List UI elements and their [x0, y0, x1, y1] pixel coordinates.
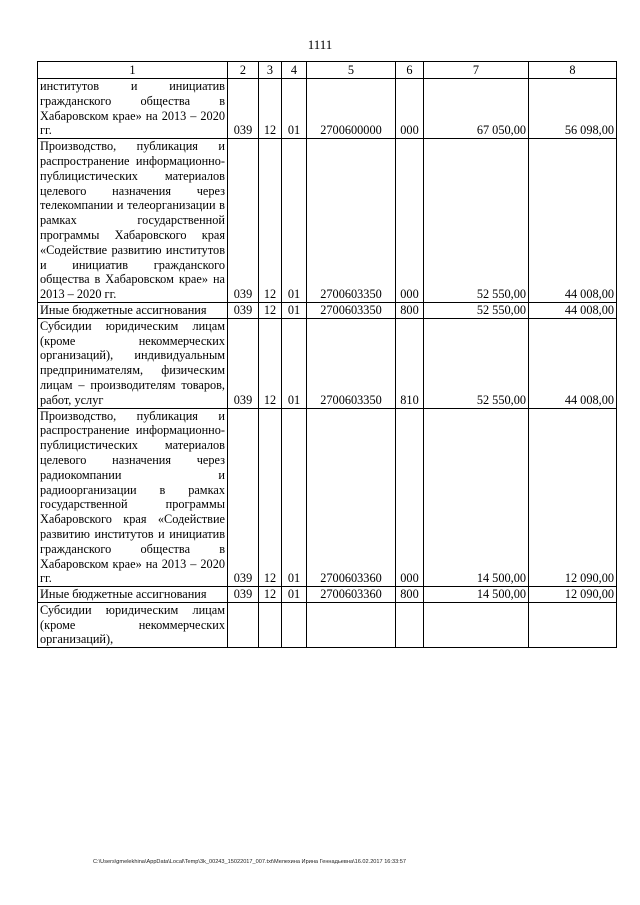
- row-section: 12: [259, 302, 282, 318]
- row-sum-1: 14 500,00: [424, 587, 529, 603]
- row-sum-2: 44 008,00: [529, 139, 617, 303]
- row-sum-1: 67 050,00: [424, 79, 529, 139]
- row-target: [307, 602, 396, 647]
- col-header-4: 4: [282, 62, 307, 79]
- row-section: 12: [259, 408, 282, 587]
- table-row: [38, 602, 617, 647]
- row-target: 2700603360: [307, 587, 396, 603]
- row-ministry: 039: [228, 587, 259, 603]
- row-sum-1: 52 550,00: [424, 318, 529, 408]
- row-subsection: 01: [282, 79, 307, 139]
- budget-table: [37, 61, 617, 648]
- row-section: 12: [259, 139, 282, 303]
- col-header-3: 3: [259, 62, 282, 79]
- row-name: Производство, публикация и распространение информационно-публицистических материалов целевого назначения через радиокомпании и радиоорганизации в рамках государственной программы Хабаровского края «Содействие развитию институтов и инициатив гражданского общества в Хабаровском крае» на 2013 – 2020 гг.: [38, 408, 228, 587]
- row-ministry: 039: [228, 139, 259, 303]
- row-type: 000: [396, 408, 424, 587]
- row-section: 12: [259, 79, 282, 139]
- col-header-5: 5: [307, 62, 396, 79]
- col-header-8: 8: [529, 62, 617, 79]
- row-type: [396, 602, 424, 647]
- row-ministry: [228, 602, 259, 647]
- row-target: 2700603350: [307, 139, 396, 303]
- row-ministry: 039: [228, 408, 259, 587]
- row-name: институтов и инициатив гражданского общества в Хабаровском крае» на 2013 – 2020 гг.: [38, 79, 228, 139]
- table-row: [38, 302, 617, 318]
- row-sum-2: 44 008,00: [529, 318, 617, 408]
- col-header-1: 1: [38, 62, 228, 79]
- row-subsection: 01: [282, 318, 307, 408]
- row-sum-1: 52 550,00: [424, 302, 529, 318]
- header-row: [38, 62, 617, 79]
- row-type: 800: [396, 587, 424, 603]
- row-type: 810: [396, 318, 424, 408]
- row-ministry: 039: [228, 302, 259, 318]
- col-header-7: 7: [424, 62, 529, 79]
- file-path-footer: C:\Users\gmelekhina\AppData\Local\Temp\3k_00243_15022017_007.txt\Мелехина Ирина Геннадьевна\16.02.2017 16:33:57: [93, 859, 406, 865]
- row-type: 000: [396, 139, 424, 303]
- row-target: 2700600000: [307, 79, 396, 139]
- row-sum-1: 52 550,00: [424, 139, 529, 303]
- row-name: Иные бюджетные ассигнования: [38, 587, 228, 603]
- row-sum-2: 56 098,00: [529, 79, 617, 139]
- row-sum-2: 44 008,00: [529, 302, 617, 318]
- page-number: 1111: [307, 37, 333, 52]
- row-name: Иные бюджетные ассигнования: [38, 302, 228, 318]
- row-type: 800: [396, 302, 424, 318]
- row-section: [259, 602, 282, 647]
- row-target: 2700603350: [307, 302, 396, 318]
- row-ministry: 039: [228, 318, 259, 408]
- row-sum-1: 14 500,00: [424, 408, 529, 587]
- row-sum-2: 12 090,00: [529, 408, 617, 587]
- row-target: 2700603360: [307, 408, 396, 587]
- row-sum-2: 12 090,00: [529, 587, 617, 603]
- col-header-2: 2: [228, 62, 259, 79]
- row-subsection: [282, 602, 307, 647]
- row-type: 000: [396, 79, 424, 139]
- table-row: [38, 408, 617, 587]
- col-header-6: 6: [396, 62, 424, 79]
- row-section: 12: [259, 318, 282, 408]
- row-ministry: 039: [228, 79, 259, 139]
- row-sum-1: [424, 602, 529, 647]
- table-row: [38, 79, 617, 139]
- row-subsection: 01: [282, 302, 307, 318]
- row-name: Субсидии юридическим лицам (кроме некоммерческих организаций), индивидуальным предпринимателям, физическим лицам – производителям товаров, работ, услуг: [38, 318, 228, 408]
- row-name: Производство, публикация и распространение информационно-публицистических материалов целевого назначения через телекомпании и телеорганизации в рамках государственной программы Хабаровского края «Содействие развитию институтов и инициатив гражданского общества в Хабаровском крае» на 2013 – 2020 гг.: [38, 139, 228, 303]
- row-subsection: 01: [282, 139, 307, 303]
- row-section: 12: [259, 587, 282, 603]
- row-subsection: 01: [282, 408, 307, 587]
- table-row: [38, 587, 617, 603]
- row-target: 2700603350: [307, 318, 396, 408]
- table-row: [38, 139, 617, 303]
- row-subsection: 01: [282, 587, 307, 603]
- table-row: [38, 318, 617, 408]
- row-sum-2: [529, 602, 617, 647]
- row-name: Субсидии юридическим лицам (кроме некоммерческих организаций),: [38, 602, 228, 647]
